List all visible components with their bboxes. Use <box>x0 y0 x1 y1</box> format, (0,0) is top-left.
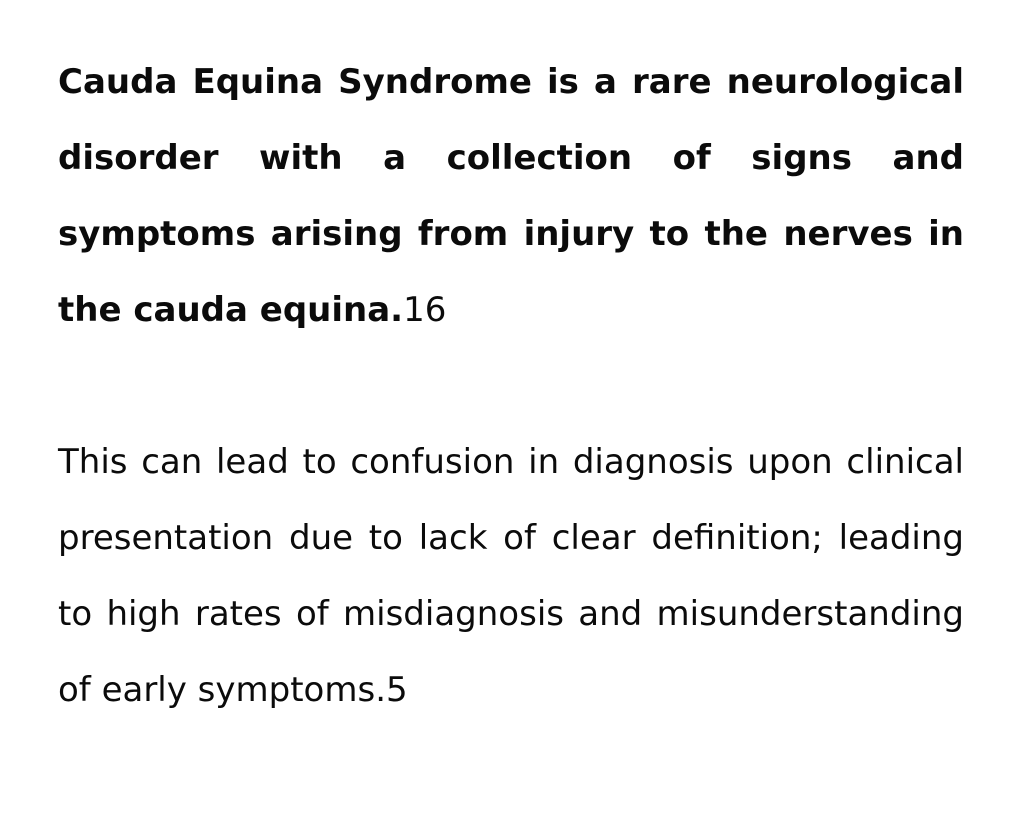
reference-number: 16 <box>403 290 447 330</box>
paragraph-diagnosis-text: This can lead to confusion in diagnosis upon clinical presentation due to lack of clear definition; leading to high rates of misdiagnosis and misunderstanding of early symptoms. <box>58 442 964 710</box>
document-body <box>58 44 964 728</box>
paragraph-diagnosis <box>58 424 964 728</box>
reference-number: 5 <box>386 670 408 710</box>
paragraph-definition-text: Cauda Equina Syndrome is a rare neurological disorder with a collection of signs and symptoms arising from injury to the nerves in the cauda equina. <box>58 62 964 330</box>
paragraph-definition <box>58 44 964 348</box>
